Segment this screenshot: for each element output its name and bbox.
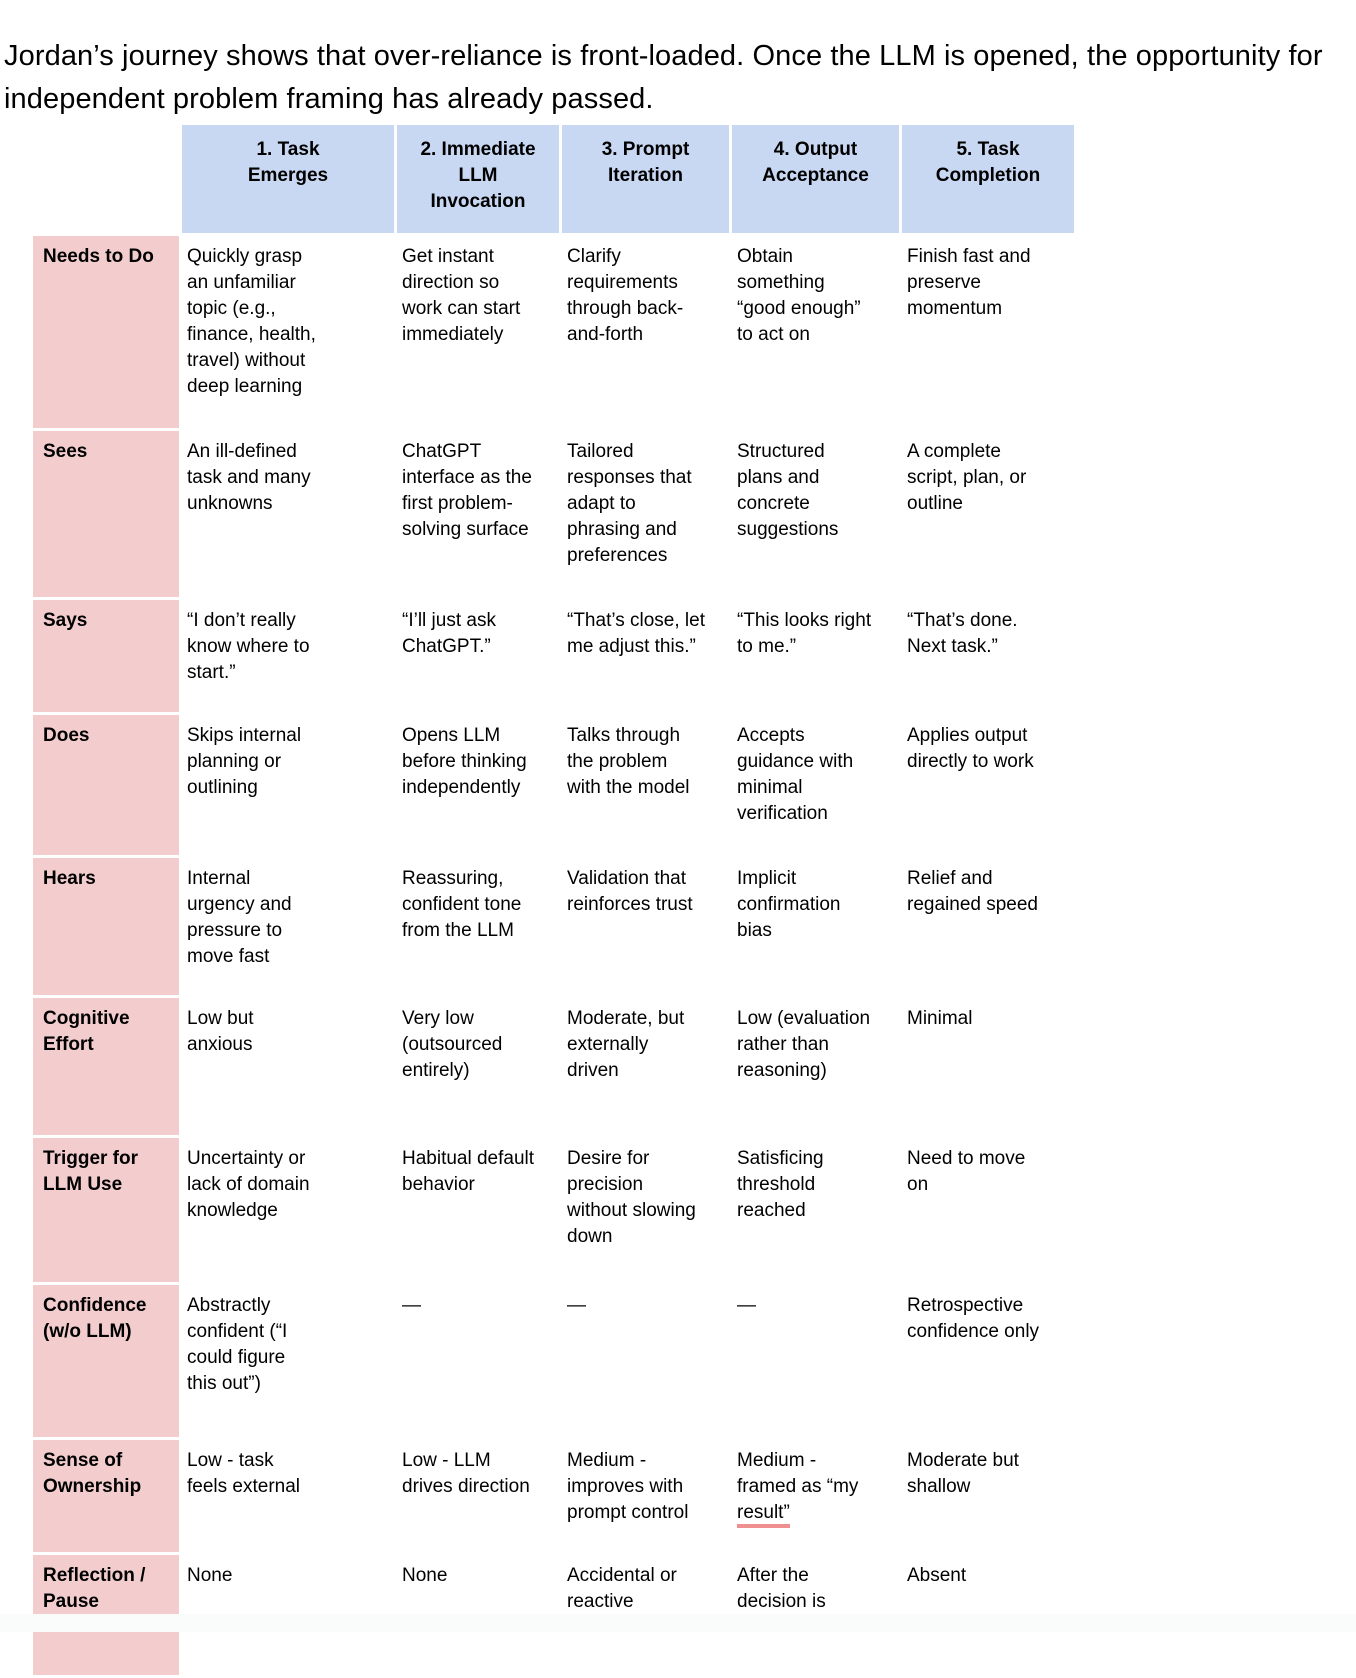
table-cell: Applies output directly to work	[902, 715, 1074, 855]
row-header: Cognitive Effort	[33, 998, 179, 1135]
table-head	[33, 125, 1074, 233]
table-cell: Desire for precision without slowing down	[562, 1138, 729, 1282]
table-row	[33, 600, 1074, 712]
table-cell: Talks through the problem with the model	[562, 715, 729, 855]
table-cell: Tailored responses that adapt to phrasing and preferences	[562, 431, 729, 597]
table-cell: Opens LLM before thinking independently	[397, 715, 559, 855]
row-header: Sees	[33, 431, 179, 597]
table-cell: Low - task feels external	[182, 1440, 394, 1552]
table-cell: —	[397, 1285, 559, 1437]
table-cell: Obtain something “good enough” to act on	[732, 236, 899, 428]
table-cell: Uncertainty or lack of domain knowledge	[182, 1138, 394, 1282]
jordan-journey-table	[30, 122, 1077, 1678]
row-header: Sense of Ownership	[33, 1440, 179, 1552]
table-cell: Need to move on	[902, 1138, 1074, 1282]
table-cell: Structured plans and concrete suggestions	[732, 431, 899, 597]
table-cell: Abstractly confident (“I could figure this out”)	[182, 1285, 394, 1437]
table-row	[33, 858, 1074, 995]
table-cell: After the decision is	[732, 1555, 899, 1675]
table-cell: Habitual default behavior	[397, 1138, 559, 1282]
table-row	[33, 998, 1074, 1135]
table-cell: “That’s close, let me adjust this.”	[562, 600, 729, 712]
table-cell: Accepts guidance with minimal verification	[732, 715, 899, 855]
table-cell: Moderate but shallow	[902, 1440, 1074, 1552]
table-row	[33, 431, 1074, 597]
table-cell: Retrospective confidence only	[902, 1285, 1074, 1437]
table-cell: Moderate, but externally driven	[562, 998, 729, 1135]
page-bottom-strip	[0, 1614, 1356, 1632]
table-cell: “I’ll just ask ChatGPT.”	[397, 600, 559, 712]
row-header: Confidence (w/o LLM)	[33, 1285, 179, 1437]
table-cell: ChatGPT interface as the first problem-solving surface	[397, 431, 559, 597]
table-row	[33, 1440, 1074, 1552]
table-row	[33, 1285, 1074, 1437]
table-body	[33, 236, 1074, 1675]
table-cell: Get instant direction so work can start immediately	[397, 236, 559, 428]
table-cell: “This looks right to me.”	[732, 600, 899, 712]
row-header: Hears	[33, 858, 179, 995]
row-header: Needs to Do	[33, 236, 179, 428]
table-cell: None	[182, 1555, 394, 1675]
table-cell: Satisficing threshold reached	[732, 1138, 899, 1282]
table-cell: Medium - framed as “my result”	[732, 1440, 899, 1552]
column-header-5: 5. Task Completion	[902, 125, 1074, 233]
column-header-4: 4. Output Acceptance	[732, 125, 899, 233]
table-cell: Reassuring, confident tone from the LLM	[397, 858, 559, 995]
table-cell: None	[397, 1555, 559, 1675]
table-cell: Low (evaluation rather than reasoning)	[732, 998, 899, 1135]
table-row	[33, 715, 1074, 855]
table-cell: “That’s done. Next task.”	[902, 600, 1074, 712]
table-cell: Very low (outsourced entirely)	[397, 998, 559, 1135]
table-row	[33, 1138, 1074, 1282]
table-row	[33, 236, 1074, 428]
row-header: Does	[33, 715, 179, 855]
corner-cell	[33, 125, 179, 233]
table-cell: Implicit confirmation bias	[732, 858, 899, 995]
table-cell: Validation that reinforces trust	[562, 858, 729, 995]
table-cell: —	[732, 1285, 899, 1437]
column-header-2: 2. Immediate LLM Invocation	[397, 125, 559, 233]
row-header: Reflection / Pause	[33, 1555, 179, 1675]
table-cell: Absent	[902, 1555, 1074, 1675]
column-header-3: 3. Prompt Iteration	[562, 125, 729, 233]
table-cell: Minimal	[902, 998, 1074, 1135]
result-underline: result”	[737, 1502, 790, 1528]
column-header-1: 1. Task Emerges	[182, 125, 394, 233]
table-cell: Skips internal planning or outlining	[182, 715, 394, 855]
table-cell: An ill-defined task and many unknowns	[182, 431, 394, 597]
table-cell: Low - LLM drives direction	[397, 1440, 559, 1552]
table-cell: —	[562, 1285, 729, 1437]
table-cell: Medium - improves with prompt control	[562, 1440, 729, 1552]
table-cell: Internal urgency and pressure to move fast	[182, 858, 394, 995]
table-cell: Quickly grasp an unfamiliar topic (e.g., finance, health, travel) without deep learning	[182, 236, 394, 428]
table-cell: Finish fast and preserve momentum	[902, 236, 1074, 428]
row-header: Trigger for LLM Use	[33, 1138, 179, 1282]
table-cell: Low but anxious	[182, 998, 394, 1135]
row-header: Says	[33, 600, 179, 712]
table-cell: Clarify requirements through back-and-forth	[562, 236, 729, 428]
table-cell: “I don’t really know where to start.”	[182, 600, 394, 712]
table-cell: Relief and regained speed	[902, 858, 1074, 995]
table-cell: Accidental or reactive	[562, 1555, 729, 1675]
column-header-row	[33, 125, 1074, 233]
table-cell: A complete script, plan, or outline	[902, 431, 1074, 597]
intro-paragraph: Jordan’s journey shows that over-reliance is front-loaded. Once the LLM is opened, the opportunity for independent problem framing has already passed.	[4, 40, 1323, 115]
